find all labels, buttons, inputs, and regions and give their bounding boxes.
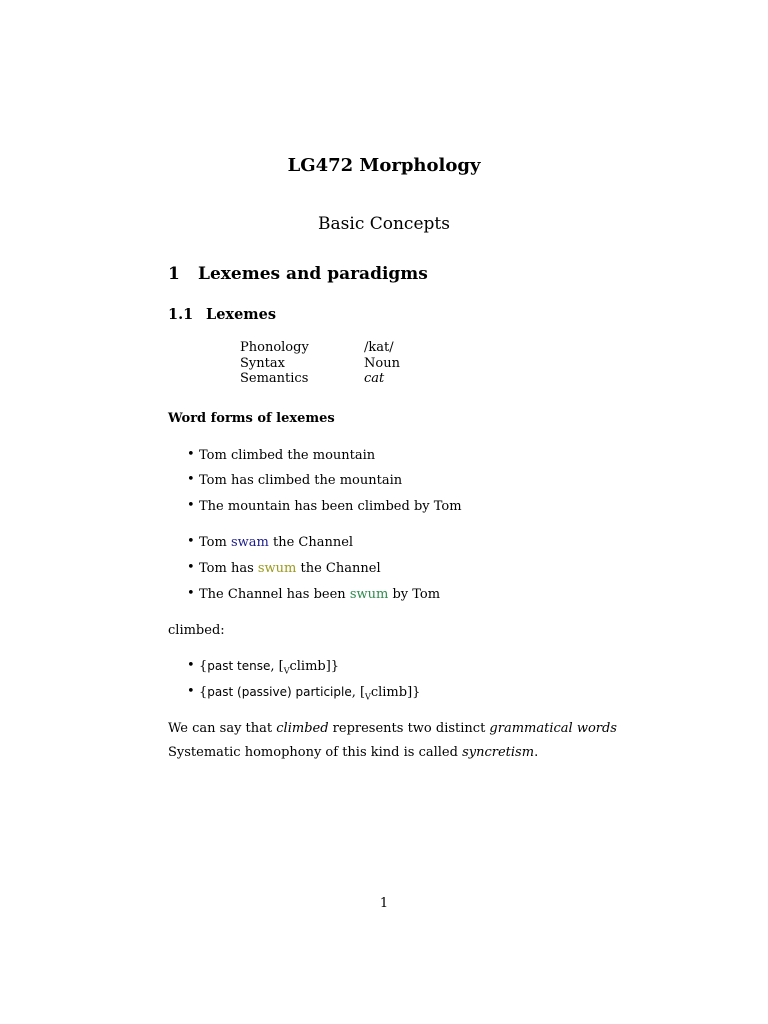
section-title: Lexemes and paradigms bbox=[198, 264, 428, 284]
highlighted-word-swum: swum bbox=[257, 561, 297, 576]
feature-bundle: {past tense, $[_Vclimb]$} bbox=[199, 659, 340, 676]
section-number: 1 bbox=[168, 264, 180, 284]
list-item-text: Tom has climbed the mountain bbox=[199, 473, 403, 488]
climbed-label: climbed: bbox=[168, 623, 225, 638]
list-item-text: The Channel has been swum by Tom bbox=[199, 587, 441, 602]
document-subtitle: Basic Concepts bbox=[318, 214, 450, 234]
page-number: 1 bbox=[379, 896, 389, 911]
subsection-number: 1.1 bbox=[168, 306, 194, 323]
list-item-text: Tom has swum the Channel bbox=[199, 561, 381, 576]
lexeme-table-label: Semantics bbox=[240, 371, 309, 386]
highlighted-word-swum: swum bbox=[349, 587, 389, 602]
list-item-text: The mountain has been climbed by Tom bbox=[199, 499, 462, 514]
lexeme-table-label: Phonology bbox=[240, 340, 309, 355]
subsection-title: Lexemes bbox=[206, 306, 277, 323]
list-item-text: Tom climbed the mountain bbox=[199, 448, 376, 463]
lexeme-table-label: Syntax bbox=[240, 356, 285, 371]
bullet-icon: • bbox=[187, 658, 195, 673]
lexeme-table-value: /kat/ bbox=[364, 340, 394, 355]
document-title: LG472 Morphology bbox=[287, 155, 481, 176]
bullet-icon: • bbox=[187, 534, 195, 549]
bullet-icon: • bbox=[187, 447, 195, 462]
bullet-icon: • bbox=[187, 498, 195, 513]
lexeme-table-value: cat bbox=[364, 371, 385, 386]
bullet-icon: • bbox=[187, 472, 195, 487]
bullet-icon: • bbox=[187, 586, 195, 601]
bullet-icon: • bbox=[187, 684, 195, 699]
list-item-text: Tom swam the Channel bbox=[199, 535, 354, 550]
lexeme-table-value: Noun bbox=[364, 356, 400, 371]
paragraph-text: Systematic homophony of this kind is called syncretism. bbox=[168, 745, 539, 760]
feature-bundle: {past (passive) participle, $[_Vclimb]$} bbox=[199, 685, 421, 702]
highlighted-word-swam: swam bbox=[230, 535, 269, 550]
paragraph-heading: Word forms of lexemes bbox=[168, 411, 335, 426]
bullet-icon: • bbox=[187, 560, 195, 575]
paragraph-text: We can say that climbed represents two distinct grammatical words bbox=[168, 721, 617, 736]
